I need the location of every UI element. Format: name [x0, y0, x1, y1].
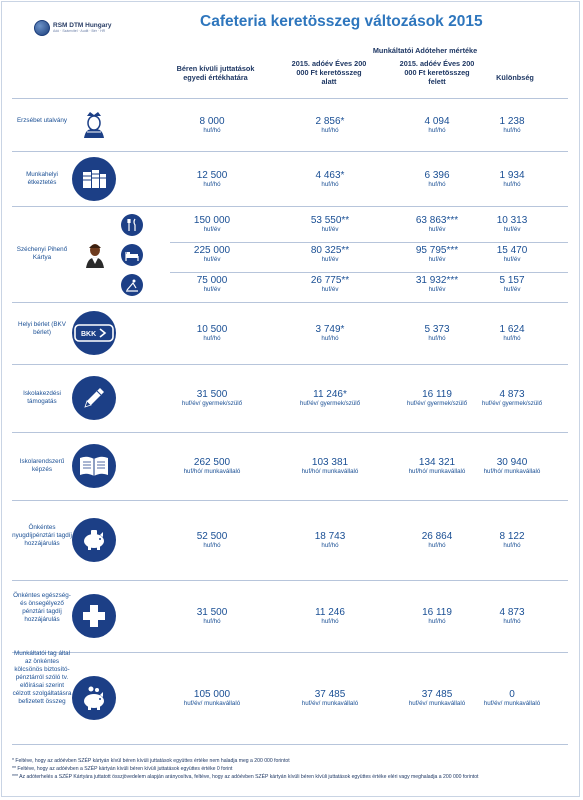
- cell-value: 4 873: [499, 389, 525, 400]
- value-cell: [395, 116, 479, 135]
- value-cell: [470, 457, 554, 476]
- cell-value: 80 325**: [310, 245, 350, 256]
- bkk-card-icon: [72, 311, 116, 355]
- value-cell: [470, 689, 554, 708]
- logo-tagline: Adó · Számvitel · Audit · Bér · HR: [53, 29, 106, 33]
- cell-unit: huf/hó: [203, 335, 221, 342]
- cell-unit: huf/hó/ munkavállaló: [408, 468, 466, 475]
- page-title: Cafeteria keretösszeg változások 2015: [200, 13, 483, 30]
- pencil-icon: [72, 376, 116, 420]
- row-label: Munkahelyi étkeztetés: [26, 170, 58, 186]
- health-cross-icon: [72, 594, 116, 638]
- value-cell: [170, 215, 254, 234]
- cell-unit: huf/év/ munkavállaló: [183, 700, 241, 707]
- cell-value: 4 873: [499, 607, 525, 618]
- cell-value: 11 246: [315, 607, 345, 618]
- value-cell: [170, 324, 254, 343]
- cell-value: 37 485: [314, 689, 346, 700]
- value-cell: [170, 116, 254, 135]
- cell-value: 5 157: [499, 275, 525, 286]
- cell-unit: huf/hó: [203, 126, 221, 134]
- divider-line: [12, 206, 568, 207]
- value-cell: [288, 215, 372, 234]
- cell-unit: huf/hó: [503, 618, 521, 625]
- cell-unit: huf/hó/ munkavállaló: [483, 468, 541, 475]
- leisure-icon: [121, 274, 143, 296]
- company-logo: [34, 20, 112, 36]
- divider-line: [12, 652, 568, 653]
- cell-value: 63 863***: [415, 215, 459, 226]
- value-cell: [288, 324, 372, 343]
- cell-value: 53 550**: [310, 215, 350, 226]
- cutlery-icon: [121, 214, 143, 236]
- cell-unit: huf/év: [321, 256, 339, 263]
- value-cell: [288, 116, 372, 135]
- cell-value: 10 313: [496, 215, 528, 226]
- divider-line: [170, 272, 568, 273]
- header-group: Munkáltatói Adóteher mértéke: [372, 46, 478, 55]
- row-label: Erzsébet utalvány: [16, 116, 68, 124]
- cell-value: 11 246*: [313, 389, 347, 400]
- cell-value: 95 795***: [415, 245, 459, 256]
- cell-value: 8 000: [199, 115, 225, 127]
- divider-line: [12, 744, 568, 745]
- cell-unit: huf/hó: [203, 180, 221, 188]
- value-cell: [470, 116, 554, 135]
- open-book-icon: [72, 444, 116, 488]
- value-cell: [288, 275, 372, 294]
- divider-line: [12, 302, 568, 303]
- cell-value: 2 856*: [315, 115, 345, 127]
- value-cell: [470, 275, 554, 294]
- cell-unit: huf/hó: [503, 542, 521, 549]
- cell-unit: huf/hó: [428, 180, 446, 188]
- cell-unit: huf/hó: [203, 542, 221, 549]
- divider-line: [12, 364, 568, 365]
- cell-value: 31 500: [196, 389, 228, 400]
- header-col1: Béren kívüli juttatások egyedi értékhatára: [176, 64, 255, 82]
- cell-unit: huf/hó: [321, 618, 339, 625]
- cell-unit: huf/év/ munkavállaló: [408, 700, 466, 707]
- cell-value: 18 743: [314, 531, 346, 542]
- value-cell: [170, 689, 254, 708]
- cell-unit: huf/év: [428, 256, 446, 263]
- divider-line: [170, 242, 568, 243]
- cell-unit: huf/hó/ munkavállaló: [301, 468, 359, 475]
- value-cell: [395, 689, 479, 708]
- value-cell: [170, 457, 254, 476]
- szechenyi-portrait-icon: [76, 235, 114, 273]
- value-cell: [288, 389, 372, 408]
- value-cell: [170, 170, 254, 189]
- value-cell: [395, 531, 479, 550]
- value-cell: [395, 457, 479, 476]
- globe-icon: [34, 20, 50, 36]
- footnote-2: ** Feltéve, hogy az adóévben a SZÉP kártyán kívüli béren kívüli juttatások együttes értéke 0 forint: [12, 766, 233, 772]
- cell-unit: huf/év: [203, 226, 221, 233]
- cell-unit: huf/év: [428, 226, 446, 233]
- row-label: Önkéntes nyugdíjpénztári tagdíj hozzájárulás: [12, 524, 72, 547]
- value-cell: [395, 324, 479, 343]
- footnote-3: *** Az adóterhelés a SZÉP Kártyára juttatott összjövedelem alapján arányosítva, feltéve, hogy az adóévben SZÉP kártyán kívüli béren kívüli juttatások együttes értéke eléri vagy meghaladja a 200 000 forintot: [12, 774, 479, 780]
- header-col3: 2015. adóév Éves 200 000 Ft keretösszeg felett: [399, 59, 475, 86]
- cell-value: 134 321: [418, 457, 456, 468]
- value-cell: [395, 215, 479, 234]
- value-cell: [395, 389, 479, 408]
- cell-unit: huf/hó/ munkavállaló: [183, 468, 241, 475]
- cell-unit: huf/év: [203, 256, 221, 263]
- cell-value: 262 500: [193, 457, 231, 468]
- value-cell: [170, 389, 254, 408]
- cell-unit: huf/év/ gyermek/szülő: [406, 400, 468, 407]
- cell-value: 4 094: [424, 115, 450, 127]
- cell-value: 52 500: [196, 531, 228, 542]
- cell-unit: huf/év: [203, 286, 221, 293]
- cell-unit: huf/év/ gyermek/szülő: [481, 400, 543, 407]
- cell-unit: huf/hó: [428, 335, 446, 342]
- piggy-coins-icon: [72, 676, 116, 720]
- cell-unit: huf/hó: [428, 126, 446, 134]
- value-cell: [395, 170, 479, 189]
- cell-value: 150 000: [193, 215, 231, 226]
- cell-value: 103 381: [311, 457, 349, 468]
- value-cell: [470, 245, 554, 264]
- cell-unit: huf/év/ gyermek/szülő: [299, 400, 361, 407]
- cell-value: 37 485: [421, 689, 453, 700]
- cell-unit: huf/hó: [503, 126, 521, 134]
- row-label: Önkéntes egészség- és önsegélyező pénztári tagdíj hozzájárulás: [13, 592, 71, 623]
- divider-line: [12, 151, 568, 152]
- cell-unit: huf/év/ munkavállaló: [301, 700, 359, 707]
- piggy-bank-icon: [72, 518, 116, 562]
- value-cell: [395, 245, 479, 264]
- cell-value: 31 932***: [415, 275, 459, 286]
- logo-name: RSM DTM Hungary: [53, 21, 112, 29]
- cell-value: 31 500: [196, 607, 228, 618]
- bed-icon: [121, 244, 143, 266]
- cell-unit: huf/év/ gyermek/szülő: [181, 400, 243, 407]
- cell-value: 8 122: [499, 531, 525, 542]
- value-cell: [288, 457, 372, 476]
- cell-unit: huf/év: [503, 226, 521, 233]
- cell-unit: huf/hó: [428, 542, 446, 549]
- value-cell: [470, 531, 554, 550]
- value-cell: [395, 275, 479, 294]
- cell-unit: huf/év: [321, 286, 339, 293]
- value-cell: [470, 324, 554, 343]
- value-cell: [170, 275, 254, 294]
- divider-line: [12, 98, 568, 99]
- header-col4: Különbség: [496, 73, 534, 82]
- value-cell: [395, 607, 479, 626]
- cell-value: 5 373: [424, 324, 450, 335]
- cell-value: 0: [509, 689, 515, 700]
- divider-line: [12, 580, 568, 581]
- cell-value: 225 000: [193, 245, 231, 256]
- cell-value: 30 940: [496, 457, 528, 468]
- row-label: Helyi bérlet (BKV bérlet): [18, 321, 66, 336]
- value-cell: [288, 245, 372, 264]
- elizabeth-portrait-icon: [72, 103, 116, 147]
- cell-value: 75 000: [196, 275, 228, 286]
- cell-unit: huf/hó: [321, 180, 339, 188]
- row-label: Iskolarendszerű képzés: [19, 458, 65, 473]
- cell-unit: huf/év: [503, 256, 521, 263]
- cell-value: 105 000: [193, 689, 231, 700]
- cell-unit: huf/hó: [203, 618, 221, 625]
- header-col2: 2015. adóév Éves 200 000 Ft keretösszeg alatt: [291, 59, 367, 86]
- cell-unit: huf/év: [321, 226, 339, 233]
- value-cell: [170, 531, 254, 550]
- divider-line: [12, 432, 568, 433]
- cell-value: 26 864: [421, 531, 453, 542]
- cell-value: 26 775**: [310, 275, 350, 286]
- value-cell: [288, 531, 372, 550]
- cell-value: 15 470: [496, 245, 528, 256]
- cell-unit: huf/hó: [503, 335, 521, 342]
- food-containers-icon: [72, 157, 116, 201]
- value-cell: [470, 389, 554, 408]
- cell-unit: huf/év/ munkavállaló: [483, 700, 541, 707]
- row-label: Iskolakezdési támogatás: [23, 390, 61, 405]
- divider-line: [12, 500, 568, 501]
- value-cell: [288, 170, 372, 189]
- cell-unit: huf/hó: [428, 618, 446, 625]
- value-cell: [288, 607, 372, 626]
- cell-unit: huf/év: [503, 286, 521, 293]
- cell-value: 1 238: [499, 115, 525, 127]
- cell-value: 10 500: [196, 324, 228, 335]
- value-cell: [170, 607, 254, 626]
- cell-value: 1 934: [499, 169, 525, 181]
- cell-value: 6 396: [424, 169, 450, 181]
- value-cell: [470, 607, 554, 626]
- row-label: Széchenyi Pihenő Kártya: [16, 246, 68, 261]
- value-cell: [470, 215, 554, 234]
- cell-value: 1 624: [499, 324, 525, 335]
- value-cell: [170, 245, 254, 264]
- cell-unit: huf/hó: [321, 126, 339, 134]
- cell-value: 4 463*: [315, 169, 345, 181]
- cell-value: 12 500: [196, 169, 228, 181]
- cell-unit: huf/év: [428, 286, 446, 293]
- value-cell: [288, 689, 372, 708]
- cell-unit: huf/hó: [321, 542, 339, 549]
- svg-text:BKK: BKK: [81, 331, 97, 338]
- cell-value: 16 119: [422, 607, 452, 618]
- footnote-1: * Feltéve, hogy az adóévben SZÉP kártyán kívül béren kívüli juttatások együttes értéke nem haladja meg a 200 000 forintot: [12, 758, 290, 764]
- row-label: Munkáltatói tag által az önkéntes kölcsönös biztosító-pénztárról szóló tv. előírásai szerint célzott szolgáltatásra befizetett összeg: [12, 650, 72, 705]
- cell-value: 3 749*: [315, 324, 345, 335]
- value-cell: [470, 170, 554, 189]
- cell-unit: huf/hó: [503, 180, 521, 188]
- cell-unit: huf/hó: [321, 335, 339, 342]
- cell-value: 16 119: [422, 389, 452, 400]
